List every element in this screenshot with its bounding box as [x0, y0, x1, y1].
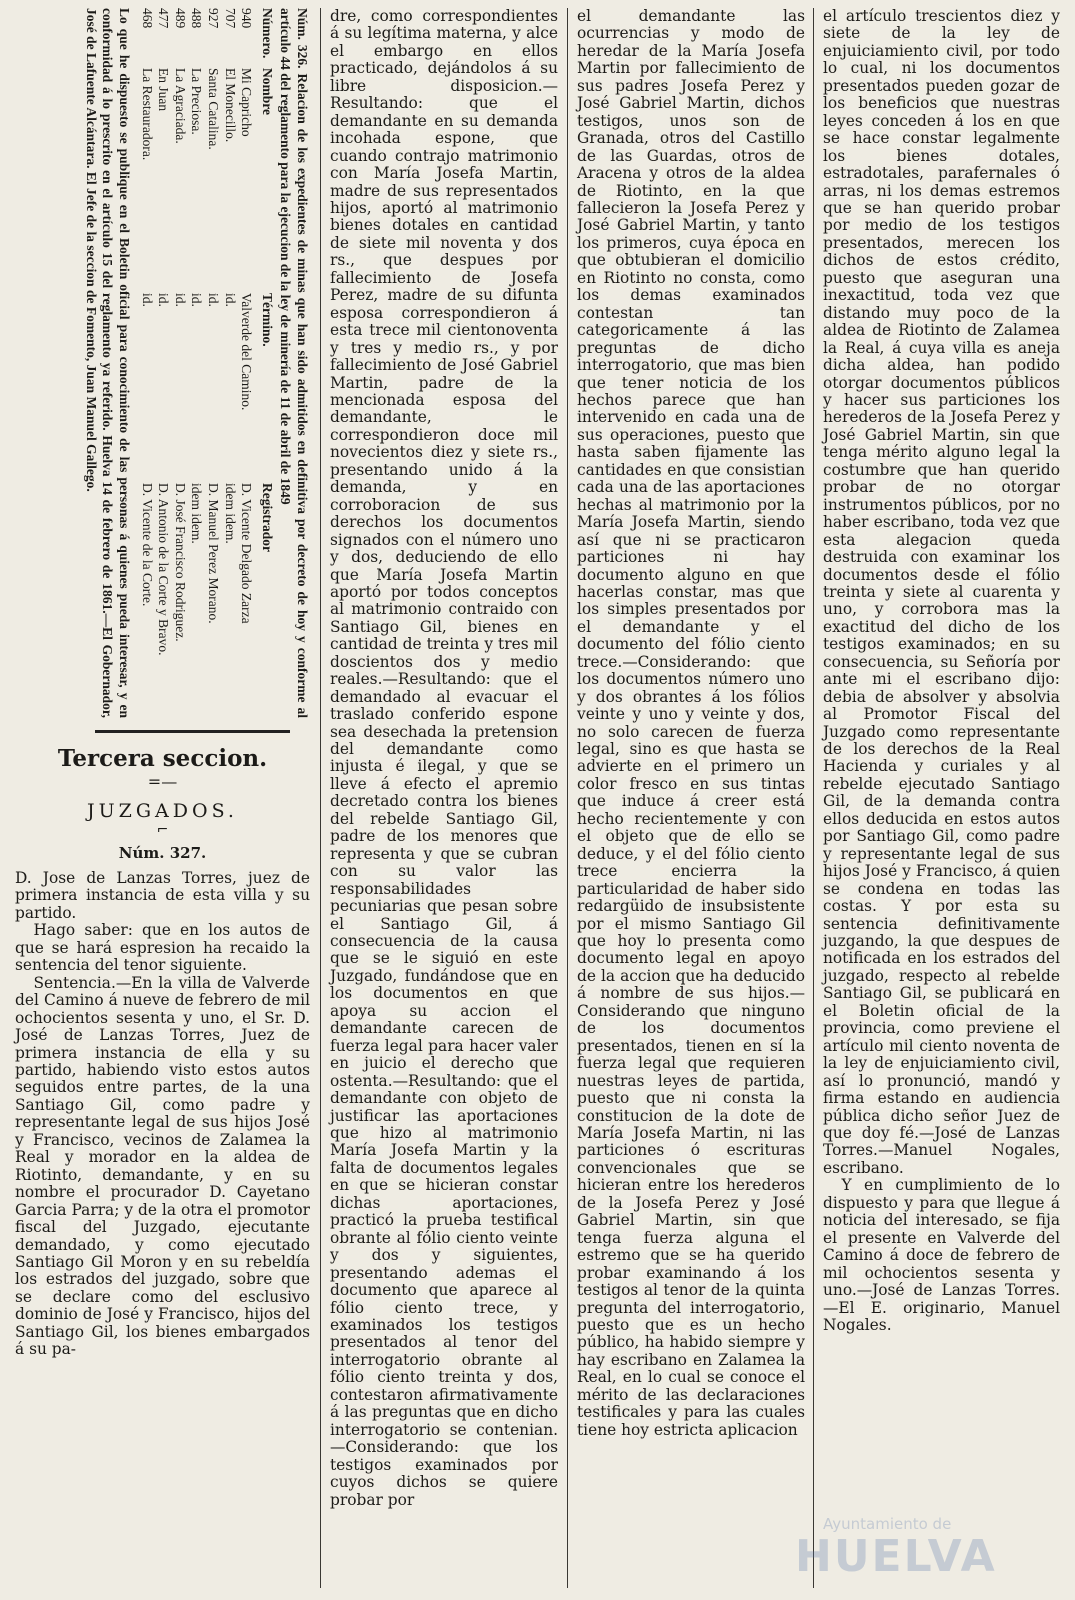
article-number: Núm. 327. — [118, 844, 207, 862]
registry-cell: D. Antonio de la Corte y Bravo. — [156, 483, 172, 656]
registry-footer: Lo que he dispuesto se publique en el Boletin oficial para conocimiento de las personas á quienes pueda interesar, y en conformidad á lo prescrito en el artículo 15 del reglamento ya referido. Huelva 14 de febrero de 1861.—El Gobernador, José de Lafuente Alcántara. El Jefe de la seccion de Fomento, Juan Manuel Gallego. — [83, 8, 133, 718]
watermark-logo — [775, 1515, 1065, 1582]
registry-column-headers — [258, 8, 275, 718]
section-dash: =— — [147, 772, 178, 791]
registry-cell: idem idem. — [189, 483, 205, 544]
ornament-icon: ⌐ — [156, 822, 169, 838]
registry-col-number: Número. — [259, 8, 275, 59]
registry-cell: D. Manuel Perez Morano. — [206, 483, 222, 624]
col4-para: Y en cumplimiento de lo dispuesto y para que llegue á noticia del interesado, se fija el presente en Valverde del Camino á doce de febrero de mil ochocientos sesenta y uno.—José de Lanzas Torres.—El E. originario, Manuel Nogales. — [823, 1176, 1060, 1334]
registry-cell: id. — [139, 293, 155, 307]
registry-row — [171, 8, 188, 713]
watermark-line2: HUELVA — [795, 1531, 997, 1582]
registry-cell: D. José Francisco Rodriguez. — [172, 483, 188, 642]
column-2 — [330, 8, 558, 1509]
registry-cell: En Juan — [156, 68, 172, 112]
registry-col-name: Nombre — [259, 68, 275, 115]
registry-cell: id. — [189, 293, 205, 307]
registry-cell: id. — [172, 293, 188, 307]
column-1 — [15, 870, 310, 1359]
registry-cell: id. — [206, 293, 222, 307]
mining-registry-rotated — [15, 8, 310, 718]
mining-registry-block — [15, 8, 310, 718]
column-divider — [320, 8, 321, 1588]
registry-cell: Valverde del Camino. — [239, 293, 255, 411]
col3-para: el demandante las ocurrencias y modo de heredar de la María Josefa Martin por fallecimiento de sus padres Josefa Perez y José Gabriel Martin, dichos testigos, unos son de Granada, otros del Castillo de las Guardas, otros de Aracena y otros de la aldea de Riotinto, en la que fallecieron la Josefa Perez y José Gabriel Martin, y tanto los primeros, cuya época en que obtubieran el domicilio en Riotinto no consta, como los demas examinados contestan tan categoricamente á las preguntas de dicho interrogatorio, que mas bien que tener noticia de los hechos parece que han intervenido en cada una de sus operaciones, puesto que hasta saben fijamente las cantidades en que consistian cada una de las aportaciones hechas al matrimonio por la María Josefa Martin, siendo así que ni se practicaron particiones ni hay documento alguno en que hacerlas constar, mas que los simples presentados por el demandante y el documento del fólio ciento trece.—Considerando: que los documentos número uno y dos obrantes á los fólios veinte y uno y veinte y dos, no solo carecen de fuerza legal, sino es que hasta se advierte en el primero un color fresco en sus tintas que induce á creer está hecho recientemente y con el objeto que de ello se deduce, y el del fólio ciento trece encierra la particularidad de haber sido redargüido de insubsistente por el mismo Santiago Gil que hoy lo presenta como documento legal en apoyo de la accion que ha deducido á nombre de sus hijos.—Considerando que ninguno de los documentos presentados, tienen en sí la fuerza legal que requieren nuestras leyes de partida, puesto que ni consta la constitucion de la dote de María Josefa Martin, ni las particiones ó escrituras convencionales que se hicieran entre los herederos de la Josefa Perez y José Gabriel Martin, sin que tenga fuerza alguna el estremo que se ha querido probar examinando á los testigos al tenor de la quinta pregunta del interrogatorio, puesto que es un hecho público, ha habido siempre y hay escribano en Zalamea la Real, en lo cual se conoce el mérito de las declaraciones testificales y para las cuales tiene hoy estricta aplicacion — [577, 7, 805, 1439]
registry-row — [221, 8, 238, 713]
registry-cell: id. — [222, 293, 238, 307]
col1-para: Sentencia.—En la villa de Valverde del Camino á nueve de febrero de mil ochocientos sesenta y uno, el Sr. D. José de Lanzas Torres, Juez de primera instancia de ella y su partido, habiendo visto estos autos seguidos entre partes, de la una Santiago Gil, como padre y representante legal de sus hijos José y Francisco, vecinos de Zalamea la Real y morador en la aldea de Riotinto, demandante, y en su nombre el procurador D. Cayetano Garcia Parra; y de la otra el promotor fiscal del Juzgado, ejecutante demandado, y como ejecutado Santiago Gil Moron y en su rebeldía los estrados del juzgado, sobre que se declare como del esclusivo dominio de José y Francisco, hijos del Santiago Gil, los bienes embargados á su pa- — [15, 973, 310, 1359]
column-divider — [813, 8, 814, 1588]
registry-cell: 468 — [139, 8, 155, 29]
registry-cell: Mi Capricho — [239, 68, 255, 137]
section-subtitle: JUZGADOS. — [87, 800, 238, 822]
registry-cell: Santa Catalina. — [206, 68, 222, 150]
watermark-line1: Ayuntamiento de — [823, 1515, 952, 1533]
registry-cell: 477 — [156, 8, 172, 29]
section-title: Tercera seccion. — [57, 745, 268, 772]
registry-cell: 488 — [189, 8, 205, 29]
section-rule — [95, 730, 290, 733]
col1-para: Hago saber: que en los autos de que se hará espresion ha recaido la sentencia del tenor siguiente. — [15, 921, 310, 975]
registry-row — [155, 8, 172, 713]
col4-para: el artículo trescientos diez y siete de la ley de enjuiciamiento civil, por todo lo cual, ni los documentos presentados pueden gozar de los beneficios que nuestras leyes conceden á los en que se hace constar legalmente los bienes dotales, estradotales, parafernales ó arras, ni los demas estremos que se han querido probar por medio de los testigos presentados, merecen los dichos de estos crédito, puesto que aseguran una inexactitud, toda vez que distando muy poco de la aldea de Riotinto de Zalamea la Real, á cuya villa es aneja dicha aldea, han podido otorgar documentos públicos y hacer sus particiones los herederos de la Josefa Perez y José Gabriel Martin, sin que tenga mérito alguno legal la costumbre que han querido probar de no otorgar instrumentos públicos, por no haber escribano, toda vez que esta alegacion queda destruida con examinar los documentos desde el fólio treinta y siete al cuarenta y uno, y corrobora mas la exactitud del dicho de los testigos examinados; en su consecuencia, su Señoría por ante mi el escribano dijo: debia de absolver y absolvia al Promotor Fiscal del Juzgado como representante de los derechos de la Real Hacienda y curiales y al rebelde ejecutado Santiago Gil, de la demanda contra ellos deducida en estos autos por Santiago Gil, como padre y representante legal de sus hijos José y Francisco, á quien se condena en todas las costas. Y por esta su sentencia definitivamente juzgando, la que despues de notificada en los estrados del juzgado, respecto al rebelde Santiago Gil, se publicará en el Boletin oficial de la provincia, como previene el artículo mil ciento noventa de la ley de enjuiciamiento civil, así lo pronunció, mandó y firma estando en audiencia pública dicho señor Juez de que doy fé.—José de Lanzas Torres.—Manuel Nogales, escribano. — [823, 7, 1060, 1177]
registry-row — [204, 8, 221, 713]
registry-heading: Núm. 326. Relacion de los expedientes de minas que han sido admitidos en definitiva por decreto de hoy y conforme al artículo 44 del reglamento para la ejecucion de la ley de minería de 11 de abril de 1849 — [278, 8, 310, 718]
registry-cell: La Restauradora. — [139, 68, 155, 161]
registry-row — [138, 8, 155, 713]
registry-cell: La Preciosa. — [189, 68, 205, 135]
registry-cell: 707 — [222, 8, 238, 29]
column-divider — [567, 8, 568, 1588]
registry-row — [188, 8, 205, 713]
registry-cell: id. — [156, 293, 172, 307]
registry-col-registrar: Registrador — [259, 483, 275, 552]
registry-table — [138, 8, 254, 713]
column-3 — [577, 8, 805, 1439]
col1-para: D. Jose de Lanzas Torres, juez de primera instancia de esta villa y su partido. — [15, 869, 310, 922]
registry-cell: 940 — [239, 8, 255, 29]
registry-cell: D. Vicente de la Corte. — [139, 483, 155, 607]
registry-row — [238, 8, 255, 713]
registry-col-term: Término. — [259, 293, 275, 347]
registry-cell: 489 — [172, 8, 188, 29]
registry-cell: D. Vicente Delgado Zarza — [239, 483, 255, 624]
registry-cell: El Monecillo. — [222, 68, 238, 143]
col2-para: dre, como correspondientes á su legítima materna, y alce el embargo en ellos practicado, dejándolos á su libre disposicion.—Resultando: que el demandante en su demanda incohada espone, que cuando contrajo matrimonio con María Josefa Martin, madre de sus representados hijos, aportó al matrimonio bienes dotales en cantidad de siete mil noventa y dos rs., que despues por fallecimiento de Josefa Perez, madre de su difunta esposa correspondieron á esta trece mil cientonoventa y tres y medio rs., y por fallecimiento de José Gabriel Martin, padre de la mencionada esposa del demandante, le correspondieron doce mil novecientos diez y siete rs., presentando unido á la demanda, y en corroboracion de sus derechos los documentos signados con el número uno y dos, deduciendo de ello que María Josefa Martin aportó por todos conceptos al matrimonio contraido con Santiago Gil, bienes en cantidad de treinta y tres mil doscientos dos y medio reales.—Resultando: que el demandado al evacuar el traslado conferido espone sea desechada la pretension del demandante como injusta é ilegal, y que se lleve á efecto el apremio decretado contra los bienes del rebelde Santiago Gil, padre de los menores que representa y que se cubran con su valor las responsabilidades pecuniarias que pesan sobre el Santiago Gil, á consecuencia de la causa que se le siguió en este Juzgado, fundándose que en los documentos en que apoya su accion el demandante carecen de fuerza legal para hacer valer en juicio el derecho que ostenta.—Resultando: que el demandante con objeto de justificar las aportaciones que hizo al matrimonio María Josefa Martin y la falta de documentos legales en que se hicieran constar dichas aportaciones, practicó la prueba testifical obrante al fólio ciento veinte y dos y siguientes, presentando ademas el documento que aparece al fólio ciento trece, y examinados los testigos presentados al tenor del interrogatorio obrante al fólio ciento treinta y dos, contestaron afirmativamente á las preguntas que en dicho interrogatorio se contenian.—Considerando: que los testigos examinados por cuyos dichos se quiere probar por — [330, 7, 558, 1509]
registry-cell: La Agraciada. — [172, 68, 188, 144]
column-4 — [823, 8, 1060, 1334]
registry-cell: 927 — [206, 8, 222, 29]
registry-cell: idem idem. — [222, 483, 238, 544]
